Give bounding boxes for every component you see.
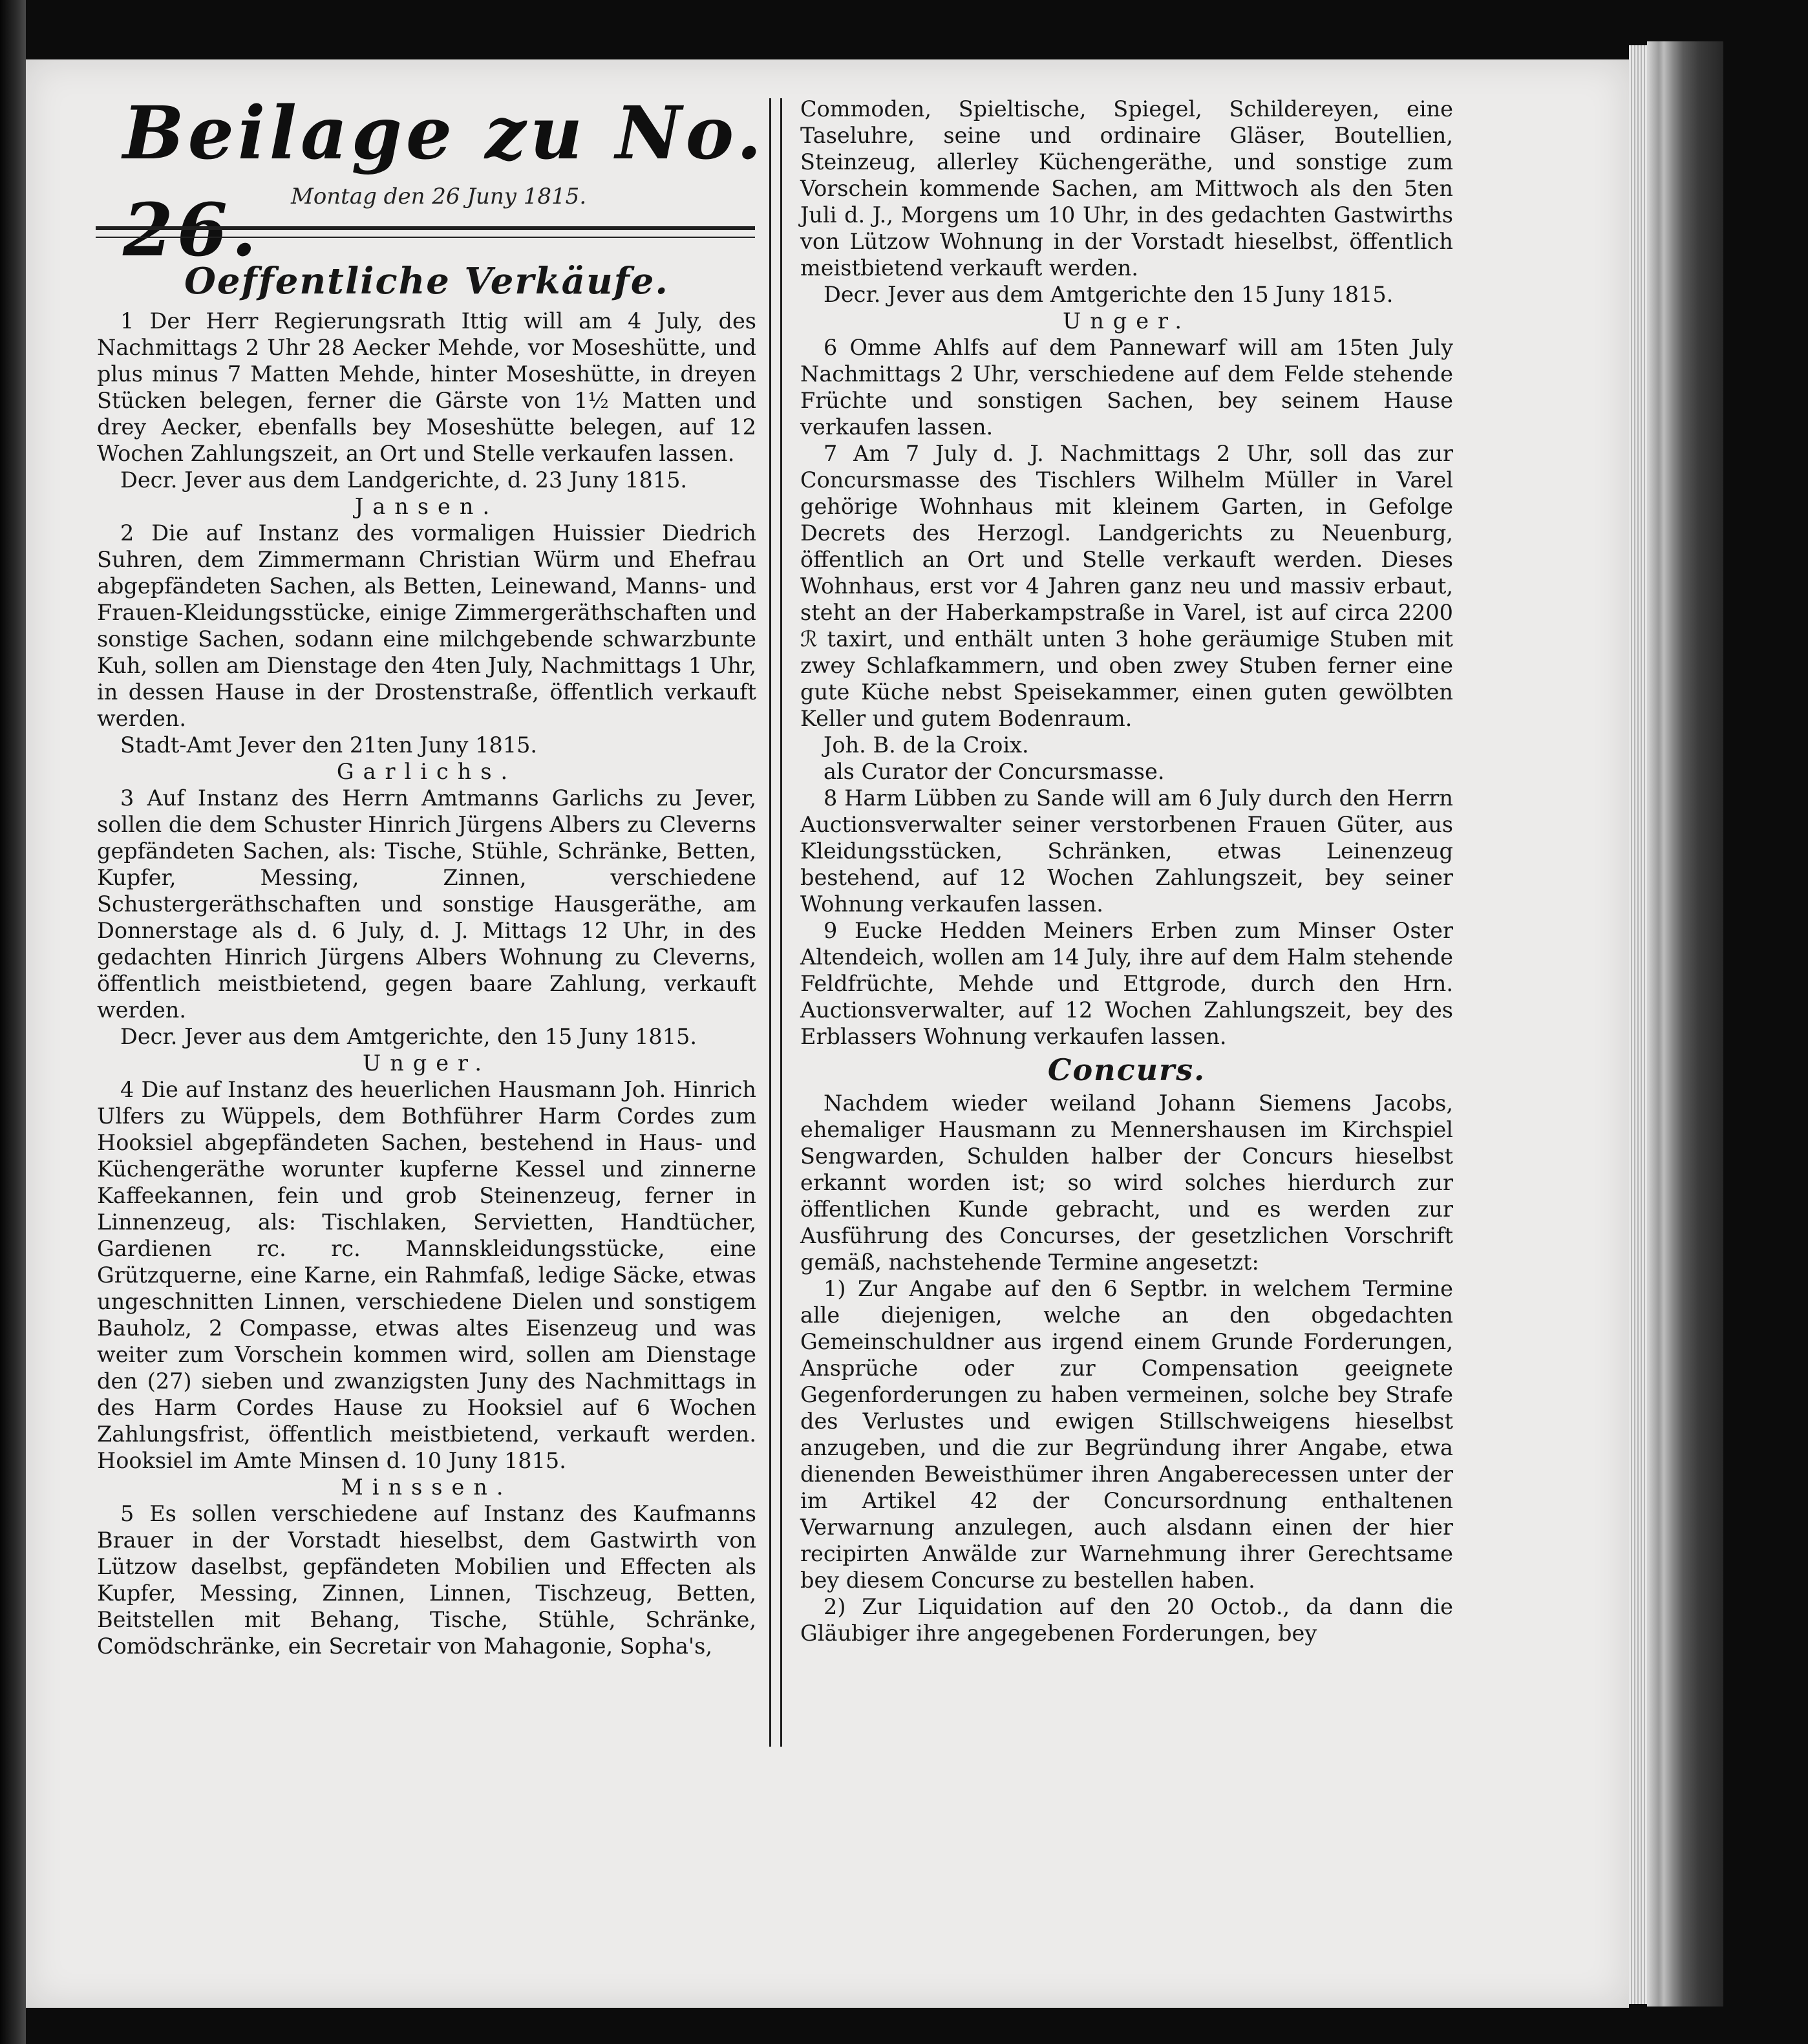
section-title-verkaeufe: Oeffentliche Verkäufe. [184, 260, 669, 303]
notice-9: 9 Eucke Hedden Meiners Erben zum Minser Oster Altendeich, wollen am 14 July, ihre auf dem Halm stehende Feldfrüchte, Mehde und Ettgrode, durch den Hrn. Auctionsverwalter, auf 12 Wochen Zahlungszeit, bey des Erblassers Wohnung verkaufen lassen. [800, 918, 1453, 1049]
concurs-term-2: 2) Zur Liquidation auf den 20 Octob., da dann die Gläubiger ihre angegebenen Forderungen, bey [800, 1594, 1453, 1646]
left-column [97, 253, 756, 1659]
book-binding-right [1647, 41, 1723, 2007]
notice-4-signature: Minssen. [341, 1474, 513, 1500]
notice-5: 5 Es sollen verschiedene auf Instanz des Kaufmanns Brauer in der Vorstadt hieselbst, dem Gastwirth von Lützow daselbst, gepfändeten Mobilien und Effecten als Kupfer, Messing, Zinnen, Linnen, Tischzeug, Betten, Beitstellen mit Behang, Tische, Stühle, Schränke, Comödschränke, ein Secretair von Mahagonie, Sopha's, [97, 1501, 756, 1659]
notice-2: 2 Die auf Instanz des vormaligen Huissier Diedrich Suhren, dem Zimmermann Christian Würm und Ehefrau abgepfändeten Sachen, als Betten, Leinewand, Manns- und Frauen-Kleidungsstücke, einige Zimmergeräthschaften und sonstige Sachen, sodann eine milchgebende schwarzbunte Kuh, sollen am Dienstage den 4ten July, Nachmittags 1 Uhr, in dessen Hause in der Drostenstraße, öffentlich verkauft werden. [97, 520, 756, 731]
masthead [123, 85, 769, 273]
notice-1: 1 Der Herr Regierungsrath Ittig will am 4 July, des Nachmittags 2 Uhr 28 Aecker Mehde, vor Moseshütte, und plus minus 7 Matten Mehde, hinter Moseshütte, in dreyen Stücken belegen, ferner die Gärste von 1½ Matten und drey Aecker, ebenfalls bey Moseshütte belegen, auf 12 Wochen Zahlungszeit, an Ort und Stelle verkaufen lassen. [97, 308, 756, 466]
column-divider [769, 98, 782, 1747]
notice-2-signature: Garlichs. [336, 759, 517, 784]
newspaper-page [26, 59, 1629, 2008]
notice-3-dateline: Decr. Jever aus dem Amtgerichte, den 15 Juny 1815. [120, 1024, 697, 1049]
notice-6: 6 Omme Ahlfs auf dem Pannewarf will am 15ten July Nachmittags 2 Uhr, verschiedene auf dem Felde stehende Früchte und sonstigen Sachen, bey seinem Hause verkaufen lassen. [800, 335, 1453, 440]
notice-7-signature: Joh. B. de la Croix. [824, 732, 1029, 758]
notice-1-dateline: Decr. Jever aus dem Landgerichte, d. 23 Juny 1815. [120, 467, 688, 493]
notice-3-signature: Unger. [362, 1050, 491, 1076]
notice-7: 7 Am 7 July d. J. Nachmittags 2 Uhr, soll das zur Concursmasse des Tischlers Wilhelm Müller in Varel gehörige Wohnhaus mit kleinem Garten, in Gefolge Decrets des Herzogl. Landgerichts zu Neuenburg, öffentlich an Ort und Stelle verkauft werden. Dieses Wohnhaus, erst vor 4 Jahren ganz neu und massiv erbaut, steht an der Haberkampstraße in Varel, ist auf circa 2200 ℛ taxirt, und enthält unten 3 hohe geräumige Stuben mit zwey Schlafkammern, und oben zwey Stuben ferner eine gute Küche nebst Speisekammer, einen guten gewölbten Keller und gutem Bodenraum. [800, 441, 1453, 731]
notice-4: 4 Die auf Instanz des heuerlichen Hausmann Joh. Hinrich Ulfers zu Wüppels, dem Bothführer Harm Cordes zum Hooksiel abgepfändeten Sachen, bestehend in Haus- und Küchengeräthe worunter kupferne Kessel und zinnerne Kaffeekannen, fein und grob Steinenzeug, ferner in Linnenzeug, als: Tischlaken, Servietten, Handtücher, Gardienen rc. rc. Mannskleidungsstücke, eine Grützquerne, eine Karne, ein Rahmfaß, ledige Säcke, etwas ungeschnitten Linnen, verschiedene Dielen und sonstigem Bauholz, 2 Compasse, etwas altes Eisenzeug und was weiter zum Vorschein kommen wird, sollen am Dienstage den (27) sieben und zwanzigsten Juny des Nachmittags in des Harm Cordes Hause zu Hooksiel auf 6 Wochen Zahlungsfrist, öffentlich meistbietend, verkauft werden. Hooksiel im Amte Minsen d. 10 Juny 1815. [97, 1077, 756, 1473]
page-stack-edge [1629, 45, 1648, 2004]
notice-5-dateline: Decr. Jever aus dem Amtgerichte den 15 Juny 1815. [824, 282, 1394, 307]
concurs-term-1: 1) Zur Angabe auf den 6 Septbr. in welchem Termine alle diejenigen, welche an den obgedachten Gemeinschuldner aus irgend einem Grunde Forderungen, Ansprüche oder zur Compensation geeignete Gegenforderungen zu haben vermeinen, solche bey Strafe des Verlustes und ewigen Stillschweigens hieselbst anzugeben, und die zur Begründung ihrer Angabe, etwa dienenden Beweisthümer ihren Angaberecessen unter der im Artikel 42 der Concursordnung enthaltenen Verwarnung anzulegen, auch alsdann einen der hier recipirten Anwälde zur Warnehmung ihrer Gerechtsame bey diesem Concurse zu bestellen haben. [800, 1276, 1453, 1593]
notice-3: 3 Auf Instanz des Herrn Amtmanns Garlichs zu Jever, sollen die dem Schuster Hinrich Jürgens Albers zu Cleverns gepfändeten Sachen, als: Tische, Stühle, Schränke, Betten, Kupfer, Messing, Zinnen, verschiedene Schustergeräthschaften und sonstige Hausgeräthe, am Donnerstage als d. 6 July, d. J. Mittags 12 Uhr, in des gedachten Hinrich Jürgens Albers Wohnung zu Cleverns, öffentlich meistbietend, gegen baare Zahlung, verkauft werden. [97, 785, 756, 1023]
issue-date: Montag den 26 Juny 1815. [291, 184, 587, 209]
section-title-concurs: Concurs. [1047, 1052, 1206, 1087]
notice-8: 8 Harm Lübben zu Sande will am 6 July durch den Herrn Auctionsverwalter seiner verstorbenen Frauen Güter, aus Kleidungsstücken, Schränken, etwas Leinenzeug bestehend, auf 12 Wochen Zahlungszeit, bey seiner Wohnung verkaufen lassen. [800, 785, 1453, 917]
notice-1-signature: Jansen. [354, 494, 499, 519]
notice-5-continued: Commoden, Spieltische, Spiegel, Schildereyen, eine Taseluhre, seine und ordinaire Gläser, Boutellien, Steinzeug, allerley Küchengeräthe, und sonstige zum Vorschein kommende Sachen, am Mittwoch als den 5ten Juli d. J., Morgens um 10 Uhr, in des gedachten Gastwirths von Lützow Wohnung in der Vorstadt hieselbst, öffentlich meistbietend verkauft werden. [800, 96, 1453, 281]
concurs-intro: Nachdem wieder weiland Johann Siemens Jacobs, ehemaliger Hausmann zu Mennershausen im Kirchspiel Sengwarden, Schulden halber der Concurs hieselbst erkannt worden ist; so wird solches hierdurch zur öffentlichen Kunde gebracht, und es werden zur Ausführung des Concurses, der gesetzlichen Vorschrift gemäß, nachstehende Termine angesetzt: [800, 1091, 1453, 1275]
notice-7-signature-title: als Curator der Concursmasse. [824, 759, 1165, 784]
page-title: Beilage zu No. 26. [123, 91, 766, 273]
header-rule [96, 226, 755, 238]
book-spine-left [0, 0, 26, 2044]
notice-5-signature: Unger. [1062, 308, 1191, 334]
right-column [800, 96, 1453, 1646]
notice-2-dateline: Stadt-Amt Jever den 21ten Juny 1815. [120, 732, 538, 758]
